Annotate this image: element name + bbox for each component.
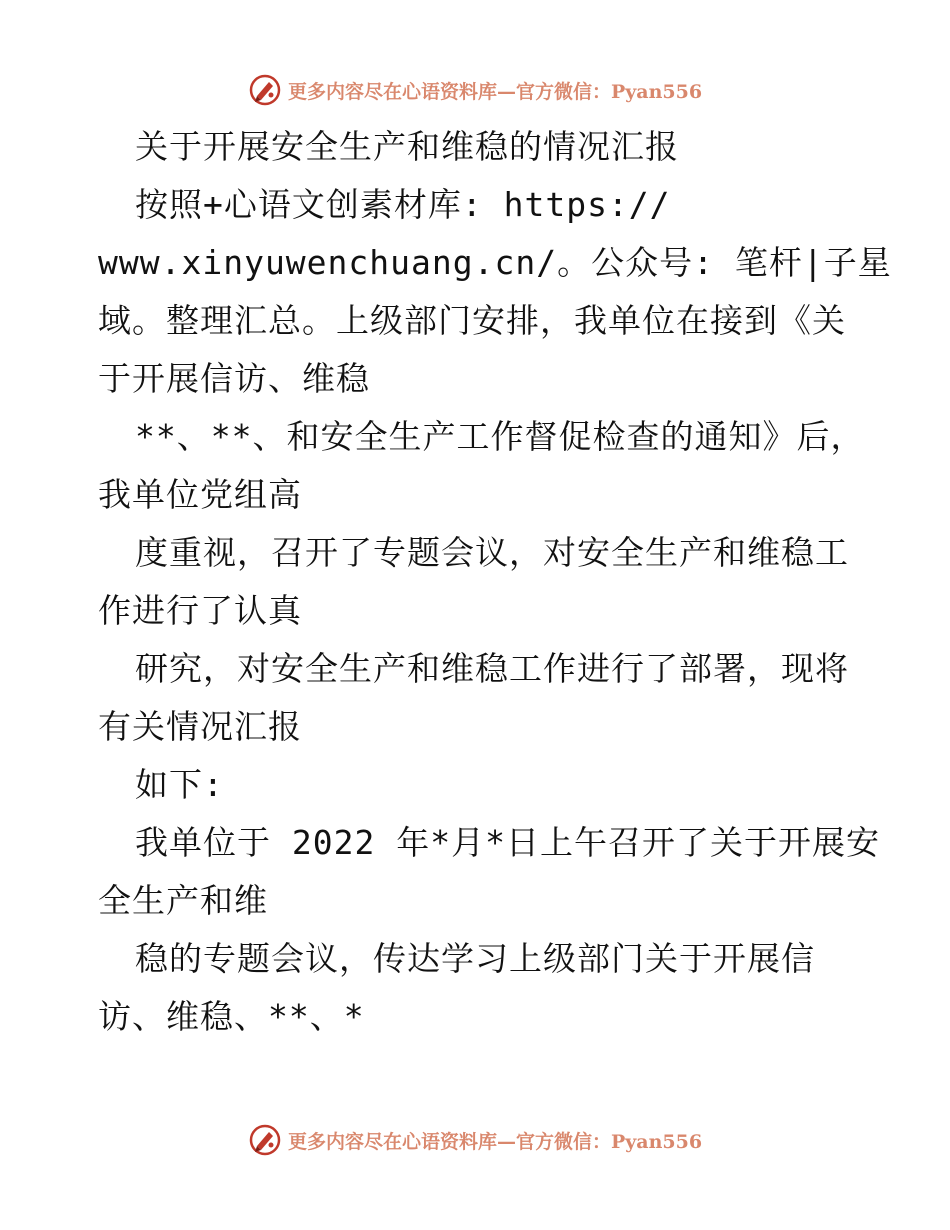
paragraph-line: 域。整理汇总。上级部门安排，我单位在接到《关 [98, 301, 846, 340]
logo-icon [248, 1123, 282, 1157]
header-banner [0, 70, 950, 110]
paragraph-line: 访、维稳、**、* [98, 997, 365, 1036]
logo-icon [248, 73, 282, 107]
paragraph-line: 度重视，召开了专题会议，对安全生产和维稳工 [135, 533, 849, 572]
paragraph-line: 如下: [135, 765, 224, 804]
paragraph-line: 我单位党组高 [98, 475, 302, 514]
paragraph-line: 作进行了认真 [98, 591, 302, 630]
paragraph-line: 全生产和维 [98, 881, 268, 920]
footer-banner-text: 更多内容尽在心语资料库—官方微信：Pyan556 [287, 1130, 703, 1153]
paragraph-line: 研究，对安全生产和维稳工作进行了部署，现将 [135, 649, 849, 688]
paragraph-line: www.xinyuwenchuang.cn/。公众号: 笔杆|子星 [98, 243, 892, 282]
paragraph-line: **、**、和安全生产工作督促检查的通知》后， [135, 417, 865, 456]
paragraph-line: 有关情况汇报 [98, 707, 302, 746]
footer-banner [0, 1120, 950, 1160]
paragraph-line: 于开展信访、维稳 [98, 359, 370, 398]
paragraph-line: 稳的专题会议，传达学习上级部门关于开展信 [135, 939, 815, 978]
document-body [98, 118, 892, 1046]
document-title: 关于开展安全生产和维稳的情况汇报 [135, 127, 679, 166]
paragraph-line: 按照+心语文创素材库: https:// [135, 185, 671, 224]
paragraph-line: 我单位于 2022 年*月*日上午召开了关于开展安 [135, 823, 880, 862]
header-banner-text: 更多内容尽在心语资料库—官方微信：Pyan556 [287, 80, 703, 103]
